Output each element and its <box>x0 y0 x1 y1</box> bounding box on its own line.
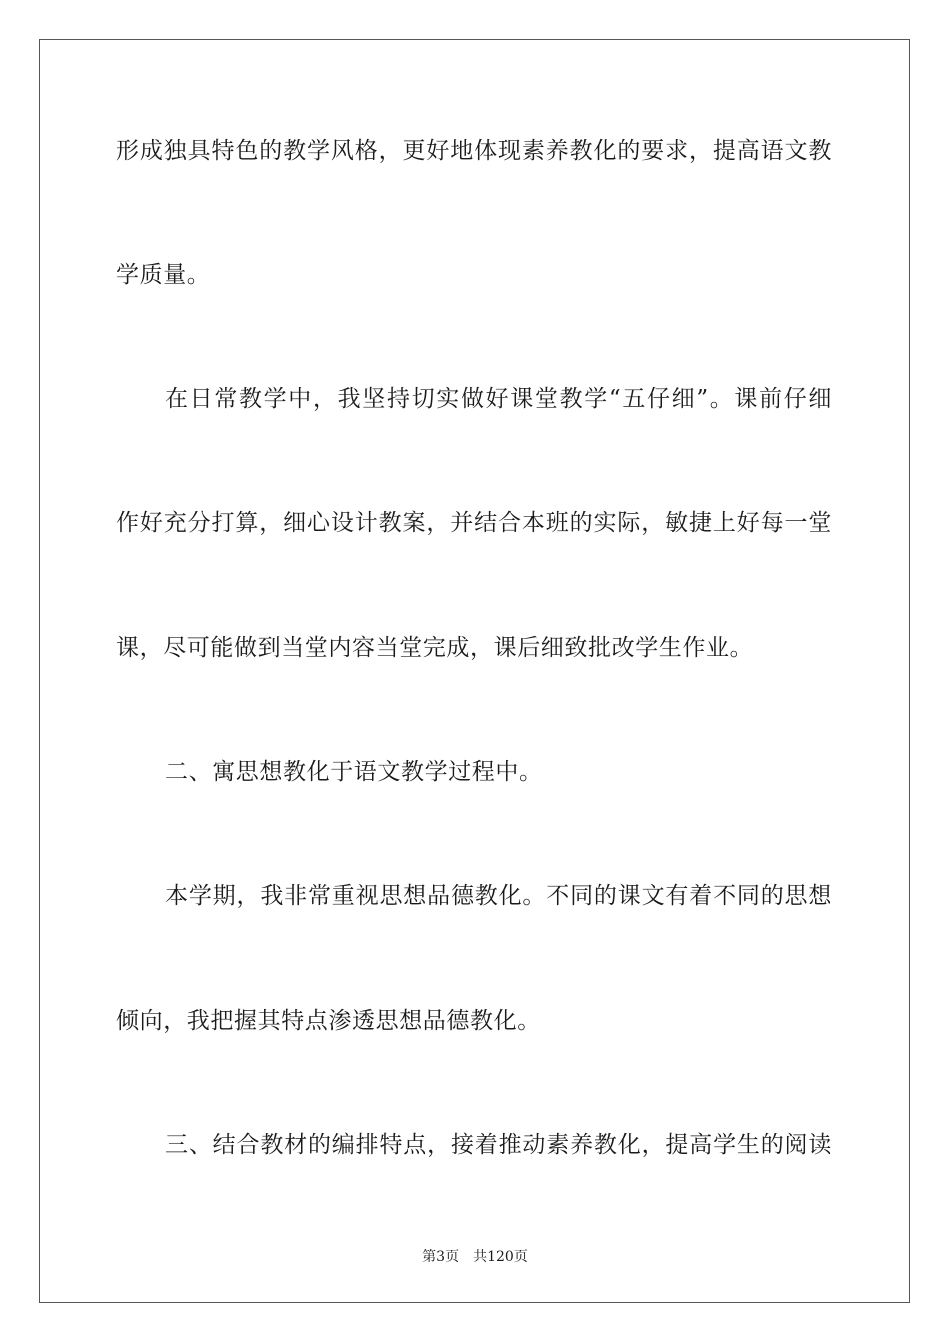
page-number: 第3页 <box>422 1249 460 1265</box>
text-line: 倾向，我把握其特点渗透思想品德教化。 <box>116 1008 541 1034</box>
section-heading: 三、结合教材的编排特点，接着推动素养教化，提高学生的阅读 <box>165 1132 832 1158</box>
text-line: 课，尽可能做到当堂内容当堂完成，课后细致批改学生作业。 <box>116 635 754 661</box>
text-line: 本学期，我非常重视思想品德教化。不同的课文有着不同的思想 <box>165 883 832 909</box>
text-line: 作好充分打算，细心设计教案，并结合本班的实际，敏捷上好每一堂 <box>116 510 832 536</box>
page-footer <box>0 1248 950 1266</box>
text-line: 学质量。 <box>116 262 211 288</box>
text-line: 在日常教学中，我坚持切实做好课堂教学“五仔细”。课前仔细 <box>165 386 832 412</box>
page-border <box>39 39 910 1303</box>
text-line: 形成独具特色的教学风格，更好地体现素养教化的要求，提高语文教 <box>116 138 832 164</box>
page-total: 共120页 <box>473 1249 528 1265</box>
section-heading: 二、寓思想教化于语文教学过程中。 <box>165 759 543 785</box>
